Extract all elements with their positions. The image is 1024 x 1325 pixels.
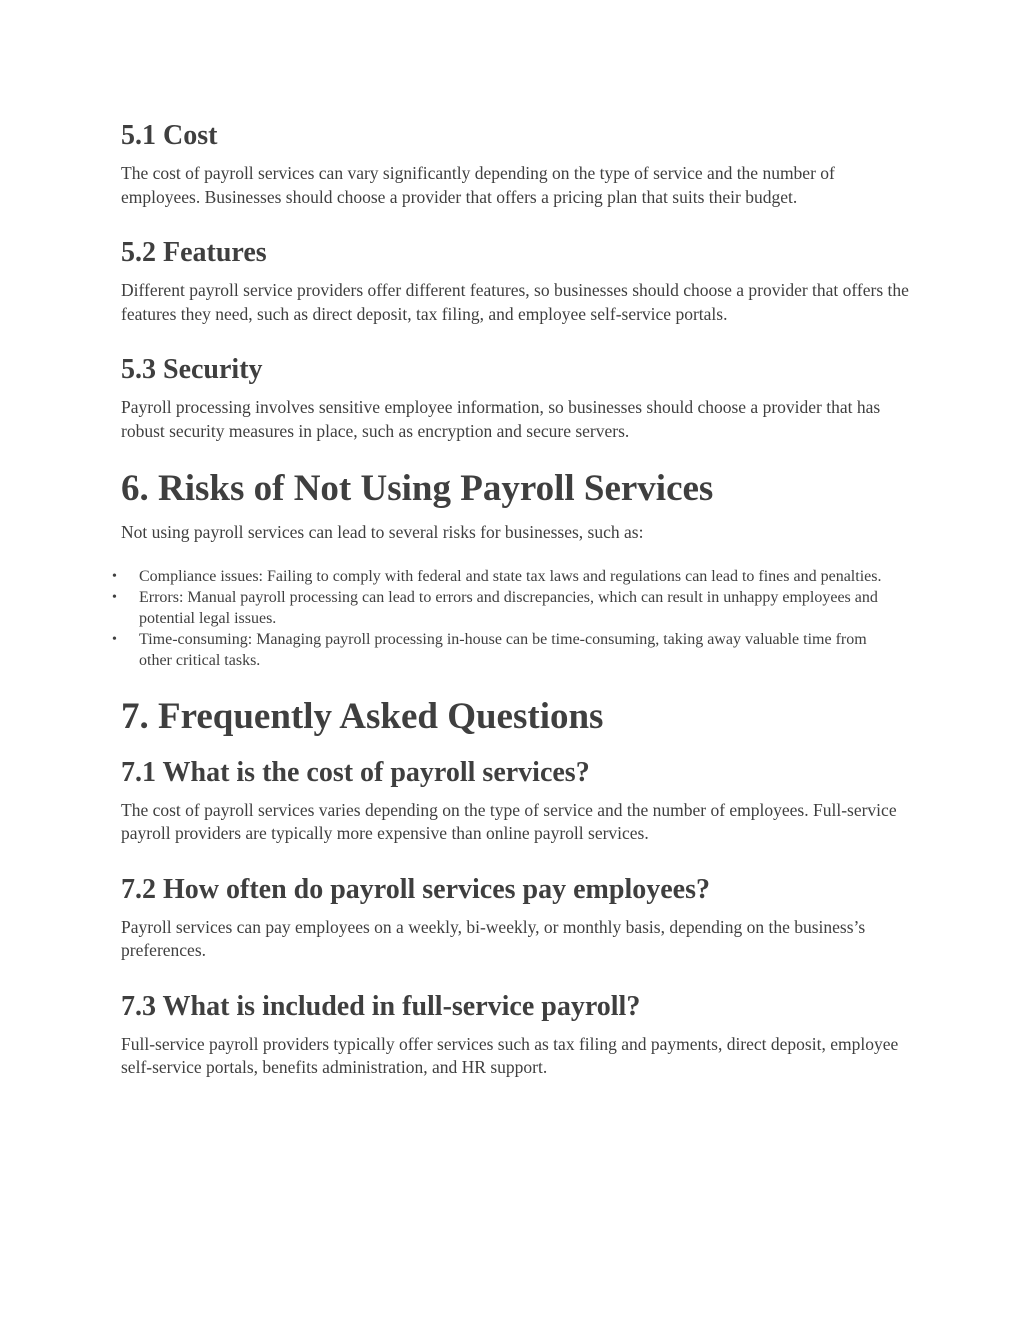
- section-heading-7-3: 7.3 What is included in full-service payroll?: [121, 990, 641, 1022]
- risks-list: [0, 566, 900, 671]
- section-intro-6: Not using payroll services can lead to several risks for businesses, such as:: [121, 522, 644, 542]
- section-heading-7: 7. Frequently Asked Questions: [121, 695, 604, 737]
- list-item-text: Errors: Manual payroll processing can lead to errors and discrepancies, which can result in unhappy employees and potential legal issues.: [139, 588, 878, 627]
- bullet-icon: •: [112, 589, 117, 605]
- list-item-text: Compliance issues: Failing to comply with federal and state tax laws and regulations can lead to fines and penalties.: [139, 567, 882, 585]
- list-item: [0, 587, 900, 629]
- section-heading-7-1: 7.1 What is the cost of payroll services?: [121, 756, 590, 788]
- section-heading-6: 6. Risks of Not Using Payroll Services: [121, 468, 714, 509]
- section-heading-7-2: 7.2 How often do payroll services pay employees?: [121, 873, 710, 905]
- section-body-7-1: The cost of payroll services varies depending on the type of service and the number of employees. Full-service payroll providers are typically more expensive than online payroll services.: [121, 799, 897, 843]
- section-body-7-3: Full-service payroll providers typically offer services such as tax filing and payments, direct deposit, employee self-service portals, benefits administration, and HR support.: [121, 1033, 899, 1077]
- document-content: [112, 118, 911, 1080]
- section-body-7-2: Payroll services can pay employees on a weekly, bi-weekly, or monthly basis, depending on the business’s preferences.: [121, 916, 866, 960]
- list-item: [0, 566, 900, 587]
- section-heading-5-1: 5.1 Cost: [121, 120, 218, 151]
- section-heading-5-2: 5.2 Features: [121, 237, 267, 268]
- bullet-icon: •: [112, 631, 117, 647]
- section-body-5-1: The cost of payroll services can vary significantly depending on the type of service and the number of employees. Businesses should choose a provider that offers a pricing plan that suits their budget.: [121, 163, 835, 207]
- section-body-5-2: Different payroll service providers offer different features, so businesses should choose a provider that offers the features they need, such as direct deposit, tax filing, and employee self-service portals.: [121, 280, 909, 324]
- section-heading-5-3: 5.3 Security: [121, 354, 263, 385]
- bullet-icon: •: [112, 568, 117, 584]
- list-item-text: Time-consuming: Managing payroll processing in-house can be time-consuming, taking away valuable time from other critical tasks.: [139, 630, 867, 669]
- section-body-5-3: Payroll processing involves sensitive employee information, so businesses should choose a provider that has robust security measures in place, such as encryption and secure servers.: [121, 397, 881, 441]
- list-item: [0, 629, 900, 671]
